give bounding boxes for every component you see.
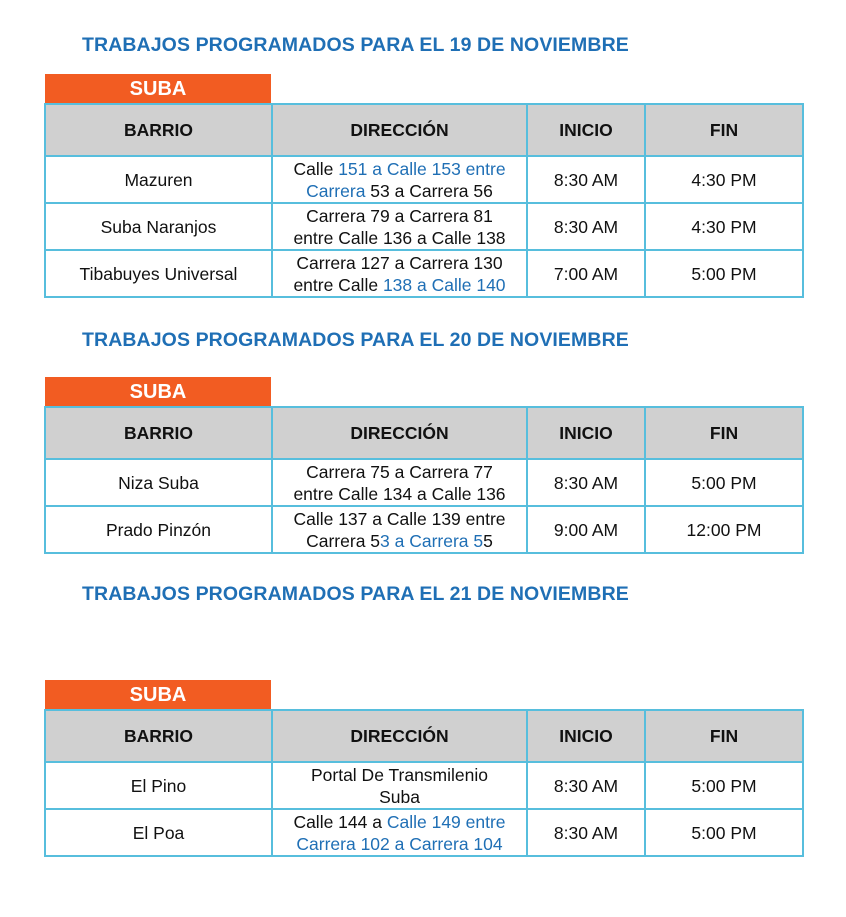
table-row — [45, 459, 803, 506]
cell-barrio: Niza Suba — [45, 459, 272, 506]
address-text: Calle — [293, 158, 339, 179]
table-header-row — [45, 710, 803, 762]
cell-inicio: 8:30 AM — [527, 156, 645, 203]
table-row — [45, 203, 803, 250]
cell-fin: 4:30 PM — [645, 156, 803, 203]
address-text: Suba — [379, 786, 420, 807]
address-text: Carrera — [306, 180, 366, 201]
address-text: 3 a Carrera 5 — [380, 530, 484, 551]
zone-tab-suba: SUBA — [45, 680, 271, 710]
cell-barrio: Prado Pinzón — [45, 506, 272, 553]
section-title-nov-19: TRABAJOS PROGRAMADOS PARA EL 19 DE NOVIEMBRE — [82, 34, 629, 56]
header-barrio: BARRIO — [45, 407, 272, 459]
cell-direccion — [272, 762, 527, 809]
table-row — [45, 156, 803, 203]
header-direccion: DIRECCIÓN — [272, 407, 527, 459]
cell-inicio: 8:30 AM — [527, 459, 645, 506]
section-title-nov-21: TRABAJOS PROGRAMADOS PARA EL 21 DE NOVIEMBRE — [82, 583, 629, 605]
address-text: Calle 144 a — [293, 811, 387, 832]
address-text: Carrera 102 a Carrera 104 — [296, 833, 503, 854]
cell-fin: 12:00 PM — [645, 506, 803, 553]
cell-direccion — [272, 250, 527, 297]
address-text: entre Calle 134 a Calle 136 — [293, 483, 506, 504]
table-header-row — [45, 407, 803, 459]
cell-direccion — [272, 459, 527, 506]
cell-inicio: 8:30 AM — [527, 809, 645, 856]
header-inicio: INICIO — [527, 710, 645, 762]
address-text: entre Calle — [293, 274, 383, 295]
address-text: Calle 137 a Calle 139 entre — [293, 508, 506, 529]
table-row — [45, 762, 803, 809]
cell-direccion — [272, 506, 527, 553]
table-row — [45, 250, 803, 297]
header-direccion: DIRECCIÓN — [272, 104, 527, 156]
cell-inicio: 8:30 AM — [527, 762, 645, 809]
cell-barrio: Mazuren — [45, 156, 272, 203]
address-text: Portal De Transmilenio — [310, 764, 489, 785]
cell-direccion — [272, 203, 527, 250]
cell-direccion — [272, 156, 527, 203]
table-header-row — [45, 104, 803, 156]
cell-inicio: 9:00 AM — [527, 506, 645, 553]
cell-barrio: El Pino — [45, 762, 272, 809]
address-text: Carrera 75 a Carrera 77 — [306, 461, 493, 482]
cell-inicio: 7:00 AM — [527, 250, 645, 297]
schedule-table-nov-21 — [44, 709, 804, 857]
header-fin: FIN — [645, 407, 803, 459]
zone-tab-suba: SUBA — [45, 377, 271, 407]
cell-fin: 5:00 PM — [645, 250, 803, 297]
cell-fin: 5:00 PM — [645, 459, 803, 506]
cell-inicio: 8:30 AM — [527, 203, 645, 250]
address-text: Carrera 5 — [306, 530, 381, 551]
cell-barrio: El Poa — [45, 809, 272, 856]
schedule-table-nov-19 — [44, 103, 804, 298]
address-text: entre Calle 136 a Calle 138 — [293, 227, 506, 248]
address-text: 53 a Carrera 56 — [365, 180, 493, 201]
header-fin: FIN — [645, 710, 803, 762]
section-title-nov-20: TRABAJOS PROGRAMADOS PARA EL 20 DE NOVIEMBRE — [82, 329, 629, 351]
cell-fin: 5:00 PM — [645, 762, 803, 809]
address-text: 5 — [483, 530, 493, 551]
cell-barrio: Suba Naranjos — [45, 203, 272, 250]
header-barrio: BARRIO — [45, 104, 272, 156]
address-text: 138 a Calle 140 — [382, 274, 506, 295]
header-inicio: INICIO — [527, 407, 645, 459]
cell-fin: 4:30 PM — [645, 203, 803, 250]
address-text: Carrera 127 a Carrera 130 — [296, 252, 503, 273]
cell-fin: 5:00 PM — [645, 809, 803, 856]
table-row — [45, 809, 803, 856]
header-inicio: INICIO — [527, 104, 645, 156]
cell-barrio: Tibabuyes Universal — [45, 250, 272, 297]
header-direccion: DIRECCIÓN — [272, 710, 527, 762]
header-barrio: BARRIO — [45, 710, 272, 762]
header-fin: FIN — [645, 104, 803, 156]
address-text: Carrera 79 a Carrera 81 — [306, 205, 493, 226]
zone-tab-suba: SUBA — [45, 74, 271, 104]
address-text: 151 a Calle 153 entre — [338, 158, 506, 179]
address-text: Calle 149 entre — [386, 811, 506, 832]
table-row — [45, 506, 803, 553]
schedule-table-nov-20 — [44, 406, 804, 554]
cell-direccion — [272, 809, 527, 856]
